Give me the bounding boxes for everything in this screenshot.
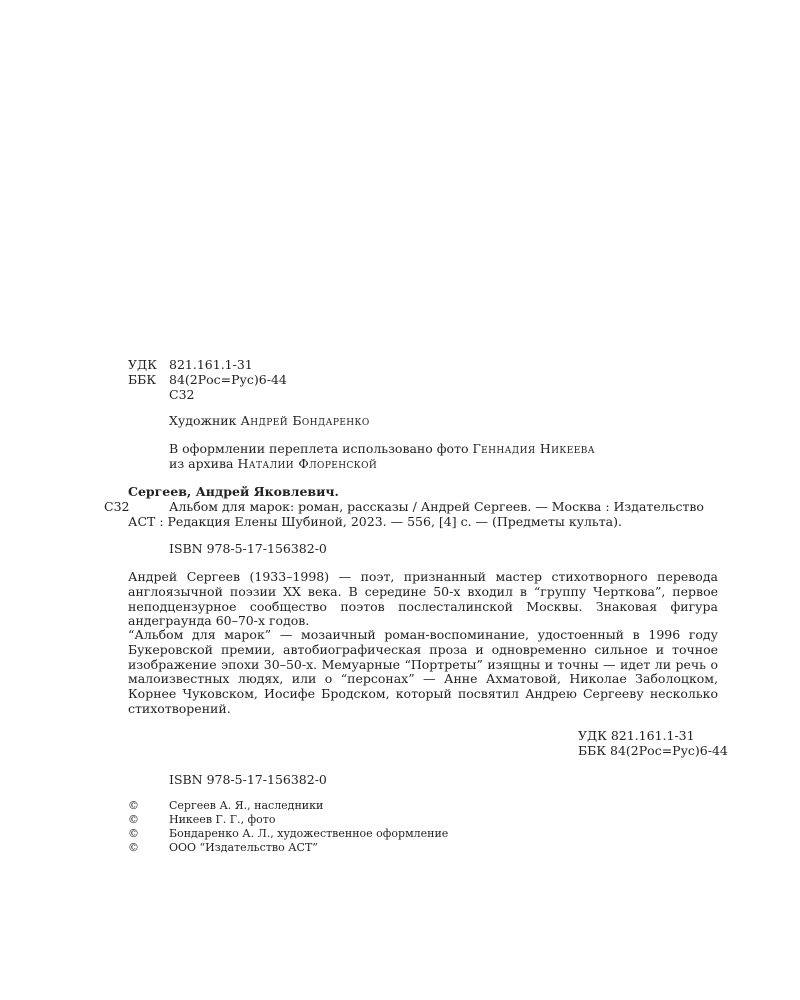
- artist-prefix: Художник: [169, 413, 237, 428]
- author-heading: Сергеев, Андрей Яковлевич.: [128, 484, 339, 499]
- copyright-holder: ООО “Издательство АСТ”: [169, 841, 318, 854]
- cover-archive-prefix: из архива: [169, 456, 234, 471]
- copyright-holder: Сергеев А. Я., наследники: [169, 799, 324, 812]
- udk-label: УДК: [128, 357, 157, 372]
- cover-credit-line-1: [169, 441, 595, 456]
- bbk-value: 84(2Рос=Рус)6-44: [169, 372, 287, 387]
- copyright-holder: Бондаренко А. Л., художественное оформление: [169, 827, 449, 840]
- copyright-holder: Никеев Г. Г., фото: [169, 813, 276, 826]
- copyright-symbol: ©: [128, 799, 139, 812]
- copyright-symbol: ©: [128, 841, 139, 854]
- author-mark-margin: С32: [104, 499, 130, 514]
- udk-code: УДК 821.161.1-31: [578, 728, 695, 743]
- author-mark: С32: [169, 387, 195, 402]
- bbk-label: ББК: [128, 372, 157, 387]
- isbn-bottom: ISBN 978-5-17-156382-0: [169, 772, 327, 787]
- artist-credit: [169, 413, 370, 428]
- cover-credit-line-2: [169, 456, 377, 471]
- annotation-paragraph-1: Андрей Сергеев (1933–1998) — поэт, признанный мастер стихотворного перевода англоязычной поэзии XX века. В середине 50-х входил в “группу Черткова”, первое неподцензурное сообщество поэтов послесталинской Москвы. Знаковая фигура андеграунда 60–70-х годов.: [128, 569, 718, 629]
- bibliographic-description-line-1: Альбом для марок: роман, рассказы / Андрей Сергеев. — Москва : Издательство: [169, 499, 704, 514]
- cover-photographer: Геннадия Никеева: [472, 441, 595, 456]
- cover-archive-name: Наталии Флоренской: [237, 456, 378, 471]
- cover-credit-prefix: В оформлении переплета использовано фото: [169, 441, 469, 456]
- udk-value: 821.161.1-31: [169, 357, 253, 372]
- bbk-code: ББК 84(2Рос=Рус)6-44: [578, 743, 728, 758]
- isbn: ISBN 978-5-17-156382-0: [169, 541, 327, 556]
- bibliographic-description-line-2: АСТ : Редакция Елены Шубиной, 2023. — 556, [4] с. — (Предметы культа).: [128, 514, 622, 529]
- copyright-symbol: ©: [128, 813, 139, 826]
- copyright-symbol: ©: [128, 827, 139, 840]
- artist-name: Андрей Бондаренко: [240, 413, 370, 428]
- annotation-paragraph-2: “Альбом для марок” — мозаичный роман-воспоминание, удостоенный в 1996 году Букеровской премии, автобиографическая проза и одновременно сильное и точное изображение эпохи 30–50-х. Мемуарные “Портреты” изящны и точны — идет ли речь о малоизвестных людях, или о “персонах” — Анне Ахматовой, Николае Заболоцком, Корнее Чуковском, Иосифе Бродском, который посвятил Андрею Сергееву несколько стихотворений.: [128, 627, 718, 716]
